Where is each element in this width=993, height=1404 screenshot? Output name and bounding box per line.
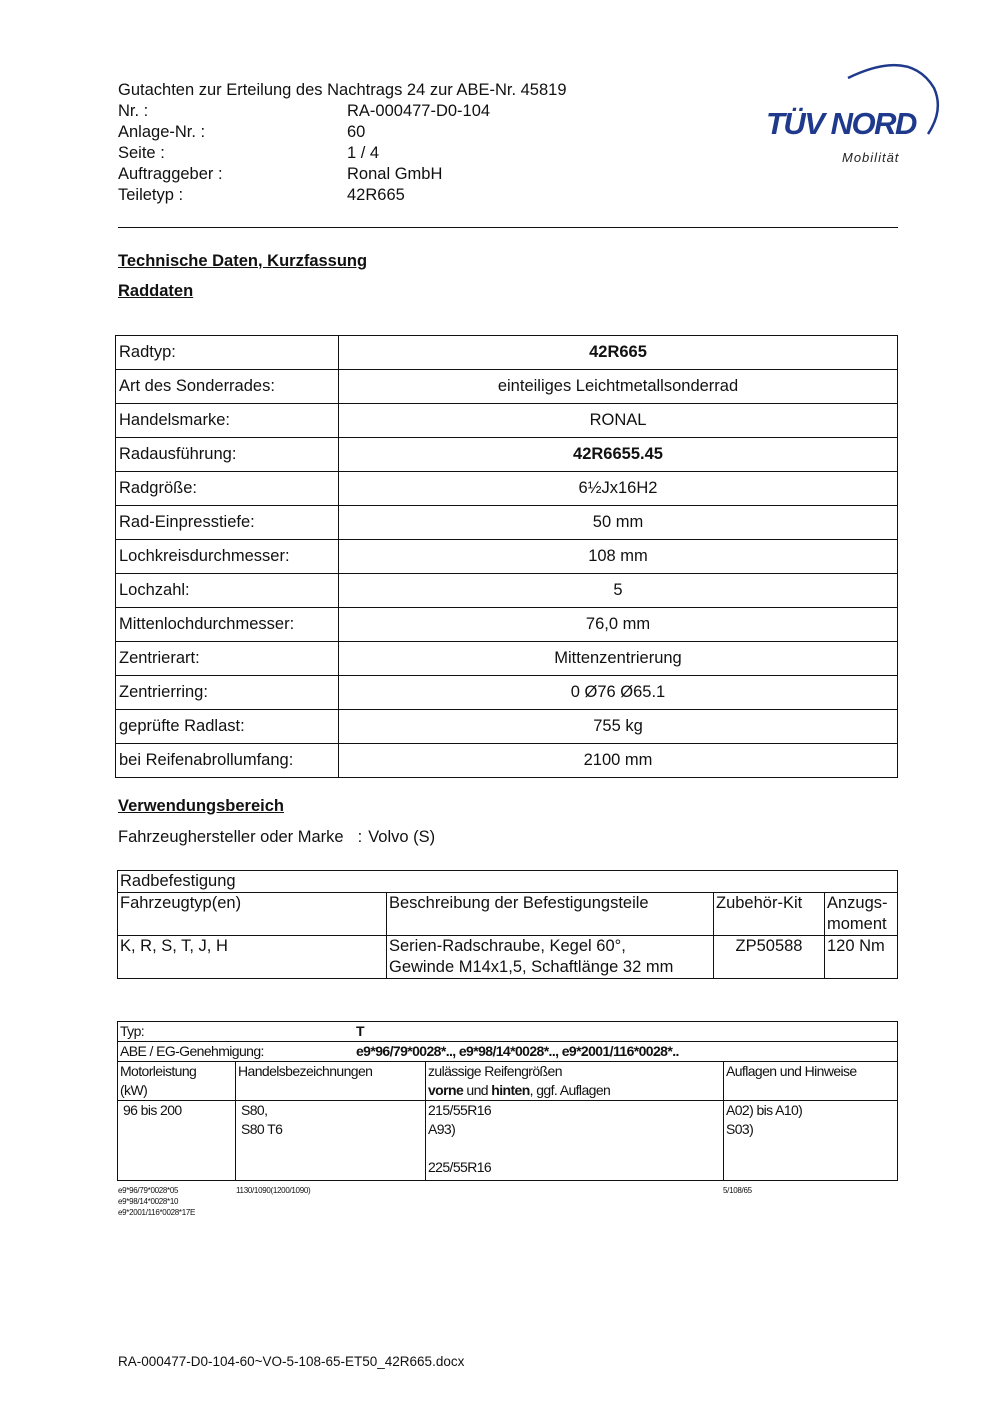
row-value: 50 mm <box>339 506 898 540</box>
col-header-torque <box>825 893 898 936</box>
trade-names <box>236 1101 426 1181</box>
vehicle-type-table <box>117 1021 898 1181</box>
trade-name: S80 T6 <box>241 1121 283 1137</box>
dimension-code: 1130/1090(1200/1090) <box>236 1186 311 1195</box>
col-header-line: Motorleistung <box>120 1063 197 1079</box>
row-label: geprüfte Radlast: <box>116 710 339 744</box>
approval-numbers <box>118 1185 195 1218</box>
bold-text: vorne <box>428 1082 464 1098</box>
abe-label: ABE / EG-Genehmigung: <box>120 1043 264 1059</box>
typ-label: Typ: <box>120 1023 145 1039</box>
abe-value: e9*96/79*0028*.., e9*98/14*0028*.., e9*2001/116*0028*.. <box>356 1043 679 1059</box>
row-label: Mittenlochdurchmesser: <box>116 608 339 642</box>
trade-name: S80, <box>241 1102 268 1118</box>
table-row <box>118 871 898 893</box>
note: S03) <box>726 1121 754 1137</box>
table-header-row <box>118 1062 898 1101</box>
tire-note: A93) <box>428 1121 456 1137</box>
row-value: einteiliges Leichtmetallsonderrad <box>339 370 898 404</box>
col-header: Anzugs- <box>827 894 888 912</box>
col-header <box>118 1062 236 1101</box>
col-header <box>426 1062 724 1101</box>
logo-subtitle: Mobilität <box>842 150 900 165</box>
table-row <box>116 540 898 574</box>
header-value: RA-000477-D0-104 <box>347 102 491 120</box>
text: und <box>463 1082 492 1098</box>
table-row <box>116 744 898 778</box>
table-row <box>118 936 898 979</box>
table-row <box>116 438 898 472</box>
row-label: Radtyp: <box>116 336 339 370</box>
col-header: Zubehör-Kit <box>714 893 825 936</box>
header-label: Nr. : <box>118 102 149 120</box>
text: , ggf. Auflagen <box>529 1082 611 1098</box>
header-row-seite <box>118 143 567 164</box>
row-label: Zentrierart: <box>116 642 339 676</box>
header-label: Anlage-Nr. : <box>118 123 206 141</box>
verwendung-heading: Verwendungsbereich <box>118 797 284 815</box>
row-value: 76,0 mm <box>339 608 898 642</box>
bolt-pattern-code: 5/108/65 <box>723 1186 752 1195</box>
table-row <box>116 506 898 540</box>
desc-line: Serien-Radschraube, Kegel 60°, <box>389 937 626 955</box>
table-row <box>118 1101 898 1181</box>
row-label: Lochkreisdurchmesser: <box>116 540 339 574</box>
header-value: Ronal GmbH <box>347 165 443 183</box>
row-value: 0 Ø76 Ø65.1 <box>339 676 898 710</box>
spacer <box>428 1139 721 1158</box>
table-row <box>116 676 898 710</box>
row-value: 42R6655.45 <box>339 438 898 472</box>
header-row-nr <box>118 101 567 122</box>
row-label: Radgröße: <box>116 472 339 506</box>
row-label: Lochzahl: <box>116 574 339 608</box>
row-label: Rad-Einpresstiefe: <box>116 506 339 540</box>
typ-cell <box>118 1022 898 1042</box>
col-header-line <box>428 1081 721 1100</box>
manufacturer-line <box>118 828 435 847</box>
header-label: Teiletyp : <box>118 186 184 204</box>
header-label: Auftraggeber : <box>118 165 223 183</box>
col-header: Beschreibung der Befestigungsteile <box>387 893 714 936</box>
col-header-line: (kW) <box>120 1082 148 1098</box>
file-name-footer: RA-000477-D0-104-60~VO-5-108-65-ET50_42R665.docx <box>118 1354 465 1369</box>
approval-number: e9*96/79*0028*05 <box>118 1186 179 1195</box>
col-header: Fahrzeugtyp(en) <box>118 893 387 936</box>
document-header <box>118 80 567 206</box>
row-value: 5 <box>339 574 898 608</box>
table-row <box>116 472 898 506</box>
torque-value: 120 Nm <box>825 936 898 979</box>
col-header: Auflagen und Hinweise <box>724 1062 898 1101</box>
table-row <box>116 710 898 744</box>
kit-number: ZP50588 <box>714 936 825 979</box>
manufacturer-label: Fahrzeughersteller oder Marke <box>118 828 344 846</box>
section-title: Technische Daten, Kurzfassung <box>118 252 368 270</box>
table-header-row <box>118 893 898 936</box>
header-row-teiletyp <box>118 185 567 206</box>
header-row-anlage <box>118 122 567 143</box>
row-value: 108 mm <box>339 540 898 574</box>
abe-cell <box>118 1042 898 1062</box>
header-label: Seite : <box>118 144 165 162</box>
tire-size: 215/55R16 <box>428 1102 492 1118</box>
header-value: 42R665 <box>347 186 405 204</box>
raddaten-table <box>115 335 898 778</box>
note: A02) bis A10) <box>726 1102 803 1118</box>
fastener-description <box>387 936 714 979</box>
desc-line: Gewinde M14x1,5, Schaftlänge 32 mm <box>389 958 674 976</box>
row-label: Zentrierring: <box>116 676 339 710</box>
raddaten-heading: Raddaten <box>118 282 194 300</box>
row-value: 6½Jx16H2 <box>339 472 898 506</box>
approval-number: e9*2001/116*0028*17E <box>118 1208 196 1217</box>
table-row <box>116 574 898 608</box>
col-header: Handelsbezeichnungen <box>236 1062 426 1101</box>
typ-value: T <box>356 1023 364 1039</box>
notes <box>724 1101 898 1181</box>
table-row <box>116 336 898 370</box>
header-row-auftraggeber <box>118 164 567 185</box>
row-value: 2100 mm <box>339 744 898 778</box>
power-range: 96 bis 200 <box>118 1101 236 1181</box>
row-label: Art des Sonderrades: <box>116 370 339 404</box>
table-row <box>118 1042 898 1062</box>
manufacturer-separator: : <box>357 828 363 846</box>
row-label: bei Reifenabrollumfang: <box>116 744 339 778</box>
befestigung-table <box>117 870 898 979</box>
befestigung-title: Radbefestigung <box>118 871 898 893</box>
table-row <box>116 642 898 676</box>
row-value: 42R665 <box>339 336 898 370</box>
vehicle-types: K, R, S, T, J, H <box>118 936 387 979</box>
report-title: Gutachten zur Erteilung des Nachtrags 24 zur ABE-Nr. 45819 <box>118 81 567 99</box>
table-row <box>116 608 898 642</box>
header-value: 1 / 4 <box>347 144 380 162</box>
logo-wordmark: TÜV NORD <box>766 106 916 141</box>
table-row <box>116 404 898 438</box>
tire-sizes <box>426 1101 724 1181</box>
row-value: 755 kg <box>339 710 898 744</box>
row-value: Mittenzentrierung <box>339 642 898 676</box>
approval-number: e9*98/14*0028*10 <box>118 1197 179 1206</box>
tire-size: 225/55R16 <box>428 1159 492 1175</box>
header-divider <box>118 227 898 228</box>
tuev-nord-logo <box>760 58 950 173</box>
manufacturer-value: Volvo (S) <box>368 828 436 846</box>
table-row <box>116 370 898 404</box>
row-value: RONAL <box>339 404 898 438</box>
row-label: Radausführung: <box>116 438 339 472</box>
table-row <box>118 1022 898 1042</box>
col-header: moment <box>827 915 887 933</box>
row-label: Handelsmarke: <box>116 404 339 438</box>
bold-text: hinten <box>491 1082 530 1098</box>
header-value: 60 <box>347 123 366 141</box>
col-header-line: zulässige Reifengrößen <box>428 1063 562 1079</box>
